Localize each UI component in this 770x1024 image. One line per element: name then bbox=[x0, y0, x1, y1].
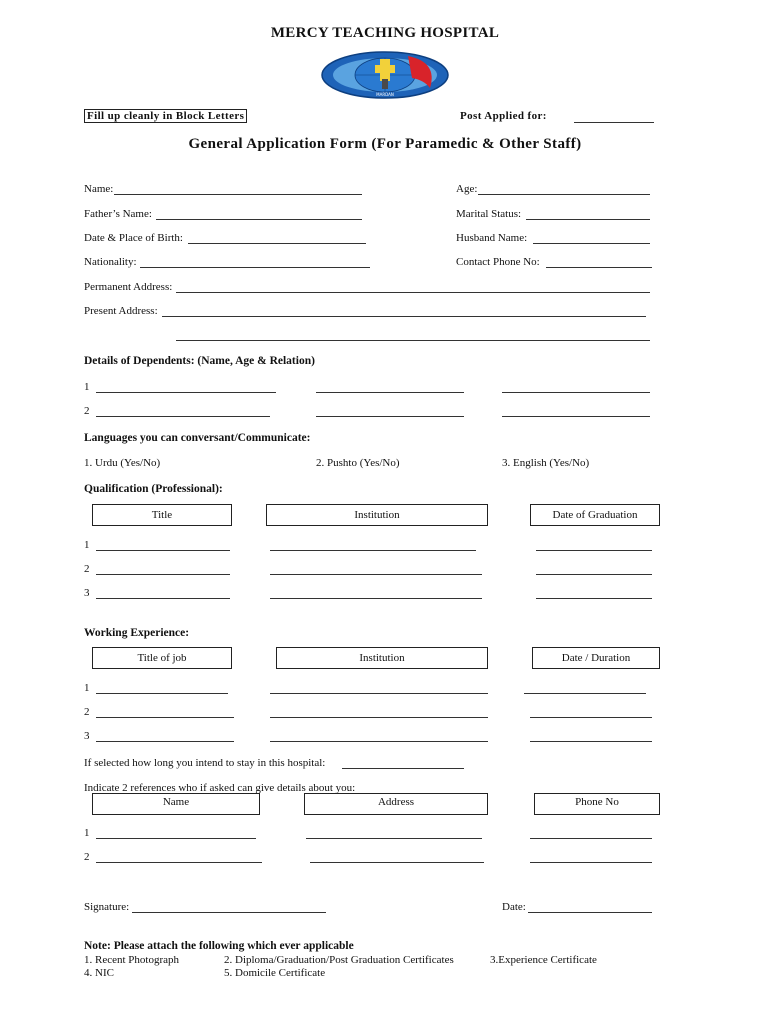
experience-col-duration: Date / Duration bbox=[532, 647, 660, 669]
note-item: 1. Recent Photograph bbox=[84, 954, 180, 966]
experience-row-number: 3 bbox=[84, 730, 90, 742]
reference-row-number: 1 bbox=[84, 827, 90, 839]
reference-address-field[interactable] bbox=[306, 838, 482, 839]
qualification-date-field[interactable] bbox=[536, 598, 652, 599]
experience-heading: Working Experience: bbox=[84, 627, 190, 639]
qualification-title-field[interactable] bbox=[96, 598, 230, 599]
experience-duration-field[interactable] bbox=[524, 693, 646, 694]
references-heading: Indicate 2 references who if asked can give details about you: bbox=[84, 782, 356, 794]
references-col-name: Name bbox=[92, 793, 260, 815]
qualification-row-number: 1 bbox=[84, 539, 90, 551]
dob-field[interactable] bbox=[188, 243, 366, 244]
qualification-col-institution: Institution bbox=[266, 504, 488, 526]
contact-phone-field[interactable] bbox=[546, 267, 652, 268]
qualification-col-date: Date of Graduation bbox=[530, 504, 660, 526]
languages-heading: Languages you can conversant/Communicate: bbox=[84, 432, 311, 444]
qualification-row-number: 2 bbox=[84, 563, 90, 575]
reference-address-field[interactable] bbox=[310, 862, 484, 863]
experience-col-institution: Institution bbox=[276, 647, 488, 669]
qualification-col-title: Title bbox=[92, 504, 232, 526]
block-letters-instruction: Fill up cleanly in Block Letters bbox=[84, 109, 247, 123]
post-applied-label: Post Applied for: bbox=[460, 110, 547, 122]
qualification-title-field[interactable] bbox=[96, 550, 230, 551]
present-address-label: Present Address: bbox=[84, 305, 158, 317]
reference-phone-field[interactable] bbox=[530, 862, 652, 863]
language-english[interactable]: 3. English (Yes/No) bbox=[502, 457, 590, 469]
references-col-phone: Phone No bbox=[534, 793, 660, 815]
experience-title-field[interactable] bbox=[96, 717, 234, 718]
qualification-institution-field[interactable] bbox=[270, 598, 482, 599]
father-name-field[interactable] bbox=[156, 219, 362, 220]
age-field[interactable] bbox=[478, 194, 650, 195]
dependent-relation-field[interactable] bbox=[502, 392, 650, 393]
father-name-label: Father’s Name: bbox=[84, 208, 152, 220]
hospital-logo bbox=[320, 50, 450, 100]
note-heading: Note: Please attach the following which ever applicable bbox=[84, 940, 354, 952]
qualification-date-field[interactable] bbox=[536, 574, 652, 575]
name-field[interactable] bbox=[114, 194, 362, 195]
dob-label: Date & Place of Birth: bbox=[84, 232, 183, 244]
husband-name-field[interactable] bbox=[533, 243, 650, 244]
signature-field[interactable] bbox=[132, 912, 326, 913]
reference-row-number: 2 bbox=[84, 851, 90, 863]
logo-ring-text: MARDAN bbox=[376, 92, 394, 97]
note-item: 4. NIC bbox=[84, 967, 114, 979]
qualification-row-number: 3 bbox=[84, 587, 90, 599]
reference-name-field[interactable] bbox=[96, 838, 256, 839]
language-urdu[interactable]: 1. Urdu (Yes/No) bbox=[84, 457, 161, 469]
experience-row-number: 2 bbox=[84, 706, 90, 718]
experience-title-field[interactable] bbox=[96, 741, 234, 742]
signature-label: Signature: bbox=[84, 901, 130, 913]
dependents-heading: Details of Dependents: (Name, Age & Relation) bbox=[84, 355, 315, 367]
dependent-age-field[interactable] bbox=[316, 392, 464, 393]
marital-status-label: Marital Status: bbox=[456, 208, 522, 220]
reference-name-field[interactable] bbox=[96, 862, 262, 863]
present-address-field-2[interactable] bbox=[176, 340, 650, 341]
post-applied-field[interactable] bbox=[574, 122, 654, 123]
present-address-field[interactable] bbox=[162, 316, 646, 317]
qualification-institution-field[interactable] bbox=[270, 550, 476, 551]
dependent-row-number: 2 bbox=[84, 405, 90, 417]
experience-row-number: 1 bbox=[84, 682, 90, 694]
form-title: General Application Form (For Paramedic & Other Staff) bbox=[188, 136, 582, 152]
qualification-institution-field[interactable] bbox=[270, 574, 482, 575]
nationality-field[interactable] bbox=[140, 267, 370, 268]
references-col-address: Address bbox=[304, 793, 488, 815]
dependent-relation-field[interactable] bbox=[502, 416, 650, 417]
permanent-address-field[interactable] bbox=[176, 292, 650, 293]
husband-name-label: Husband Name: bbox=[456, 232, 528, 244]
note-item: 3.Experience Certificate bbox=[490, 954, 597, 966]
experience-institution-field[interactable] bbox=[270, 741, 488, 742]
stay-duration-field[interactable] bbox=[342, 768, 464, 769]
experience-institution-field[interactable] bbox=[270, 717, 488, 718]
hospital-title: MERCY TEACHING HOSPITAL bbox=[270, 25, 500, 41]
nationality-label: Nationality: bbox=[84, 256, 137, 268]
age-label: Age: bbox=[456, 183, 478, 195]
name-label: Name: bbox=[84, 183, 114, 195]
dependent-age-field[interactable] bbox=[316, 416, 464, 417]
reference-phone-field[interactable] bbox=[530, 838, 652, 839]
language-pushto[interactable]: 2. Pushto (Yes/No) bbox=[316, 457, 400, 469]
dependent-name-field[interactable] bbox=[96, 392, 276, 393]
dependent-row-number: 1 bbox=[84, 381, 90, 393]
permanent-address-label: Permanent Address: bbox=[84, 281, 173, 293]
experience-title-field[interactable] bbox=[96, 693, 228, 694]
date-field[interactable] bbox=[528, 912, 652, 913]
note-item: 2. Diploma/Graduation/Post Graduation Certificates bbox=[224, 954, 454, 966]
experience-col-title: Title of job bbox=[92, 647, 232, 669]
experience-duration-field[interactable] bbox=[530, 741, 652, 742]
note-item: 5. Domicile Certificate bbox=[224, 967, 326, 979]
marital-status-field[interactable] bbox=[526, 219, 650, 220]
stay-duration-question: If selected how long you intend to stay in this hospital: bbox=[84, 757, 326, 769]
qualification-date-field[interactable] bbox=[536, 550, 652, 551]
qualification-title-field[interactable] bbox=[96, 574, 230, 575]
experience-institution-field[interactable] bbox=[270, 693, 488, 694]
contact-phone-label: Contact Phone No: bbox=[456, 256, 540, 268]
qualification-heading: Qualification (Professional): bbox=[84, 483, 223, 495]
dependent-name-field[interactable] bbox=[96, 416, 270, 417]
experience-duration-field[interactable] bbox=[530, 717, 652, 718]
date-label: Date: bbox=[502, 901, 526, 913]
